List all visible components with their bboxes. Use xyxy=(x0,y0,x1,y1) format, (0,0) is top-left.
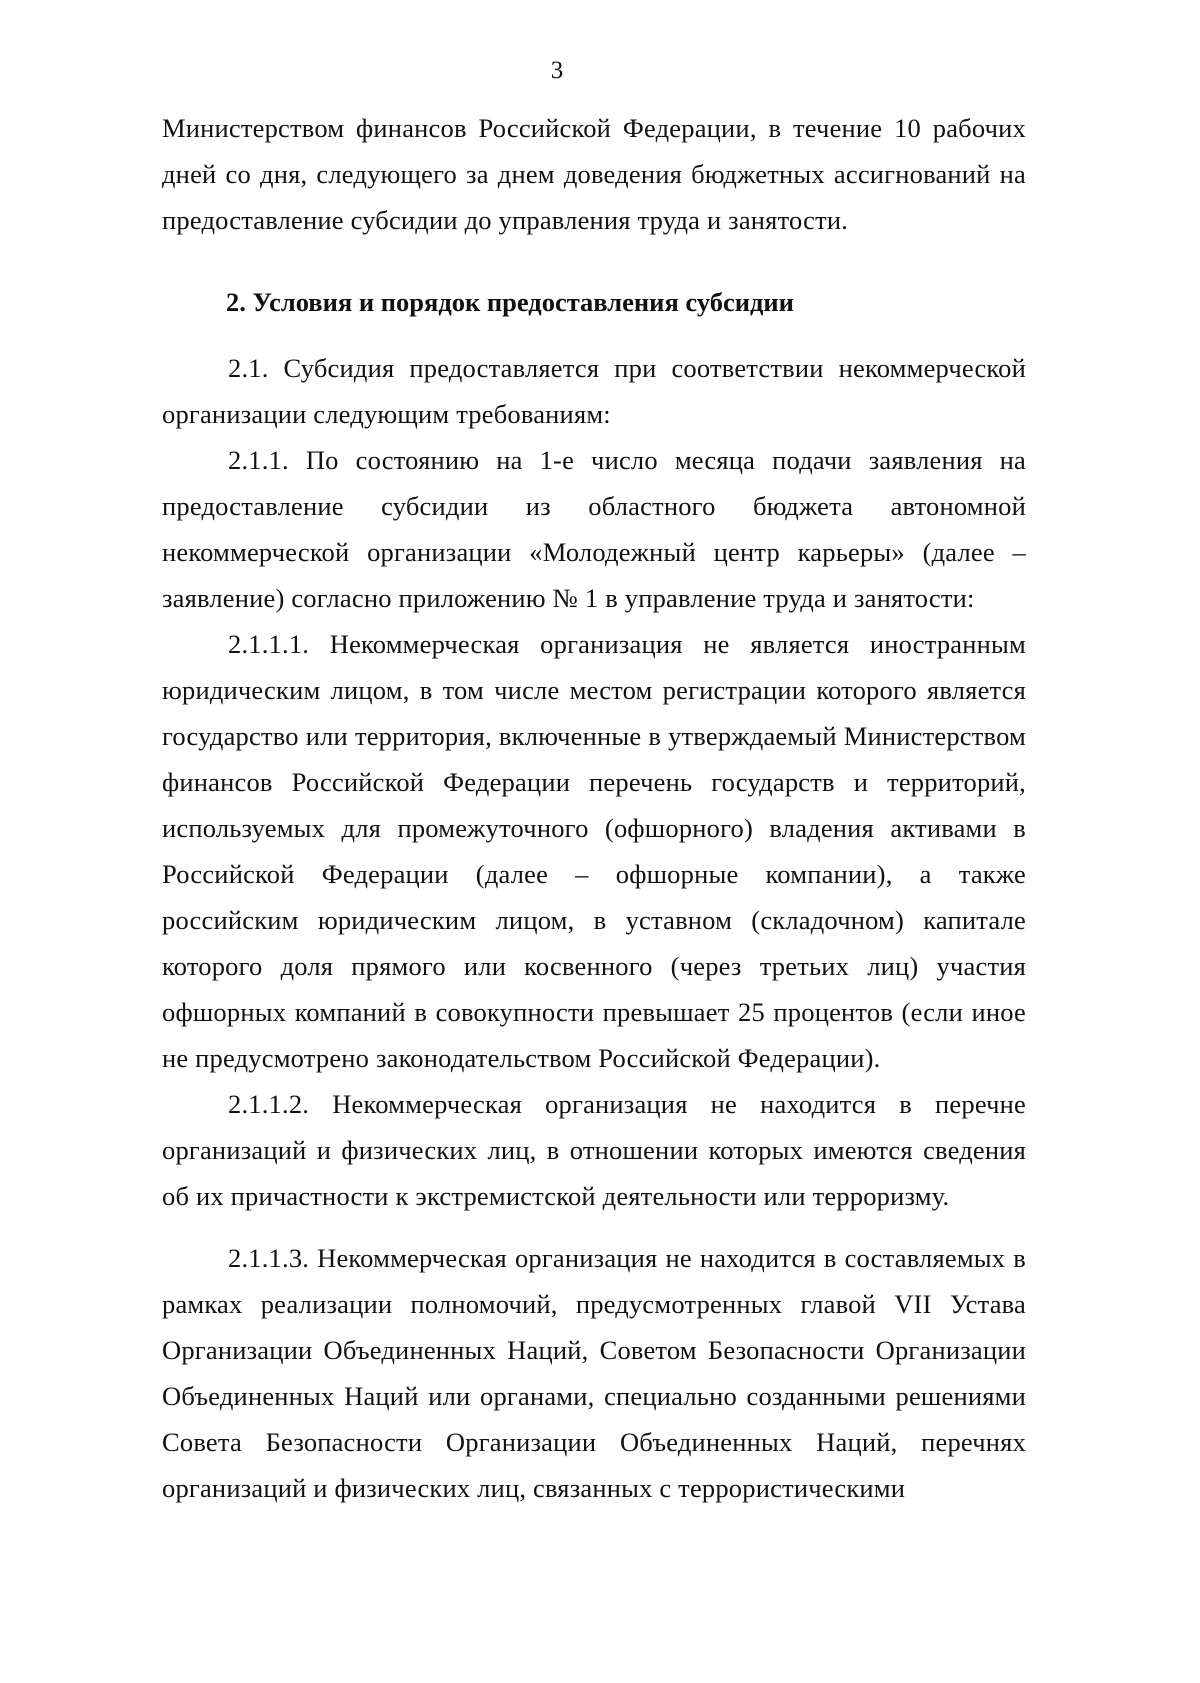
paragraph-2-1-1-2: 2.1.1.2. Некоммерческая организация не находится в перечне организаций и физических лиц, в отношении которых имеются сведения об их причастности к экстремистской деятельности или терроризму. xyxy=(162,1089,1026,1211)
paragraph-2-1-1: 2.1.1. По состоянию на 1-е число месяца подачи заявления на предоставление субсидии из областного бюджета автономной некоммерческой организации «Молодежный центр карьеры» (далее – заявление) согласно приложению № 1 в управление труда и занятости: xyxy=(162,445,1026,613)
paragraph-2-1-1-3: 2.1.1.3. Некоммерческая организация не находится в составляемых в рамках реализации полномочий, предусмотренных главой VII Устава Организации Объединенных Наций, Советом Безопасности Организации Объединенных Наций или органами, специально созданными решениями Совета Безопасности Организации Объединенных Наций, перечнях организаций и физических лиц, связанных с террористическими xyxy=(162,1243,1026,1503)
page-number: 3 xyxy=(550,57,564,84)
document-body xyxy=(162,105,1026,1511)
section-heading: 2. Условия и порядок предоставления субсидии xyxy=(226,287,794,317)
paragraph-2-1: 2.1. Субсидия предоставляется при соответствии некоммерческой организации следующим требованиям: xyxy=(162,353,1026,429)
paragraph-continuation: Министерством финансов Российской Федерации, в течение 10 рабочих дней со дня, следующего за днем доведения бюджетных ассигнований на предоставление субсидии до управления труда и занятости. xyxy=(162,113,1026,235)
paragraph-2-1-1-1: 2.1.1.1. Некоммерческая организация не является иностранным юридическим лицом, в том числе местом регистрации которого является государство или территория, включенные в утверждаемый Министерством финансов Российской Федерации перечень государств и территорий, используемых для промежуточного (офшорного) владения активами в Российской Федерации (далее – офшорные компании), а также российским юридическим лицом, в уставном (складочном) капитале которого доля прямого или косвенного (через третьих лиц) участия офшорных компаний в совокупности превышает 25 процентов (если иное не предусмотрено законодательством Российской Федерации). xyxy=(162,629,1026,1073)
